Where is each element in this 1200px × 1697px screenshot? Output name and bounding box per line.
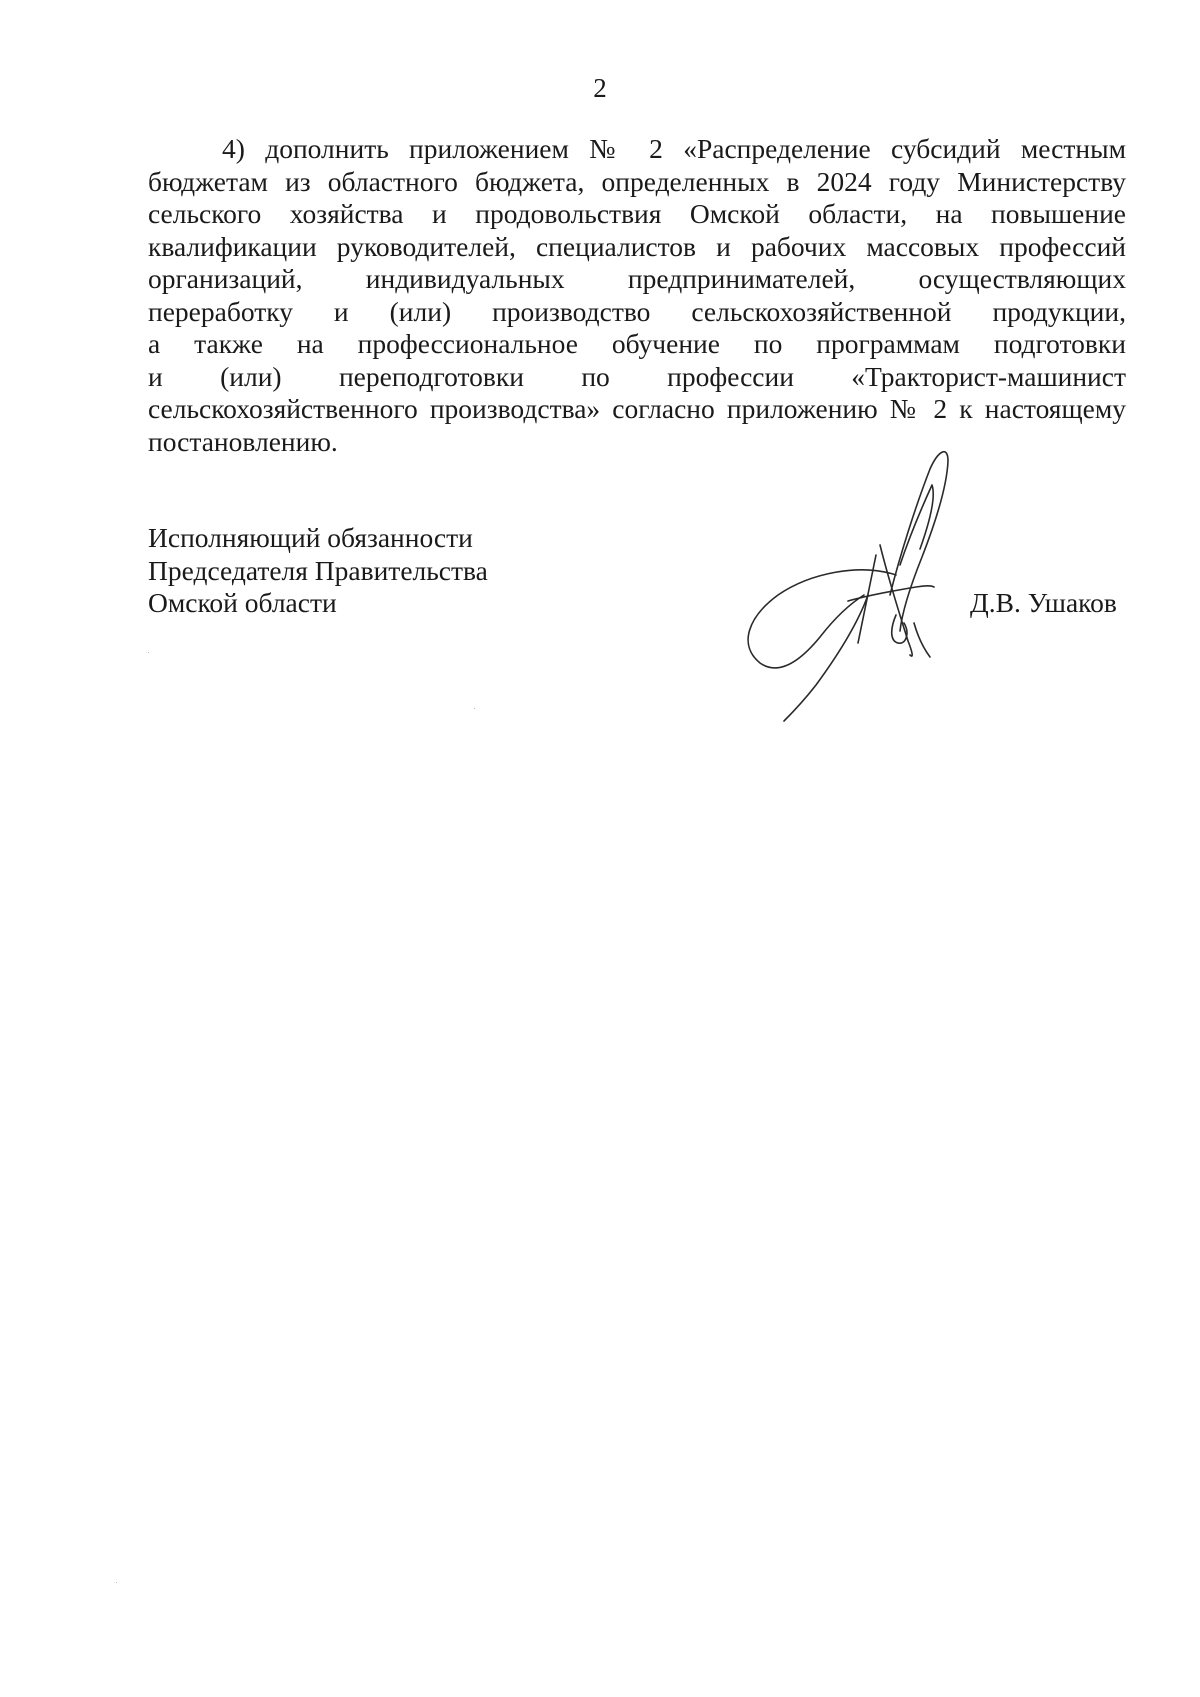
paragraph-line: 4) дополнить приложением № 2 «Распределение субсидий местным <box>222 133 1126 164</box>
paragraph-line: сельскохозяйственного производства» согласно приложению № 2 к настоящему <box>148 393 1126 424</box>
signer-title <box>148 522 488 620</box>
paragraph-line: и (или) переподготовки по профессии «Тракторист-машинист <box>148 360 1126 392</box>
signer-title-line: Омской области <box>148 587 337 618</box>
signer-name: Д.В. Ушаков <box>970 587 1117 618</box>
paragraph-line: квалификации руководителей, специалистов и рабочих массовых профессий <box>148 230 1126 262</box>
paragraph-line: сельского хозяйства и продовольствия Омской области, на повышение <box>148 198 1126 229</box>
signer-title-line: Председателя Правительства <box>148 554 488 586</box>
paragraph-line: бюджетам из областного бюджета, определенных в 2024 году Министерству <box>148 165 1126 197</box>
handwritten-signature <box>740 445 1000 735</box>
paragraph-line: переработку и (или) производство сельскохозяйственной продукции, <box>148 295 1126 327</box>
scan-speck <box>474 708 475 709</box>
paragraph-line: постановлению. <box>148 425 338 457</box>
signer-title-line: Исполняющий обязанности <box>148 522 473 553</box>
page-number: 2 <box>593 73 607 103</box>
scan-speck <box>116 1582 117 1583</box>
paragraph-line: а также на профессиональное обучение по программам подготовки <box>148 328 1126 359</box>
scan-speck <box>148 652 149 653</box>
paragraph-line: организаций, индивидуальных предпринимателей, осуществляющих <box>148 263 1126 294</box>
amendment-paragraph <box>148 133 1126 458</box>
